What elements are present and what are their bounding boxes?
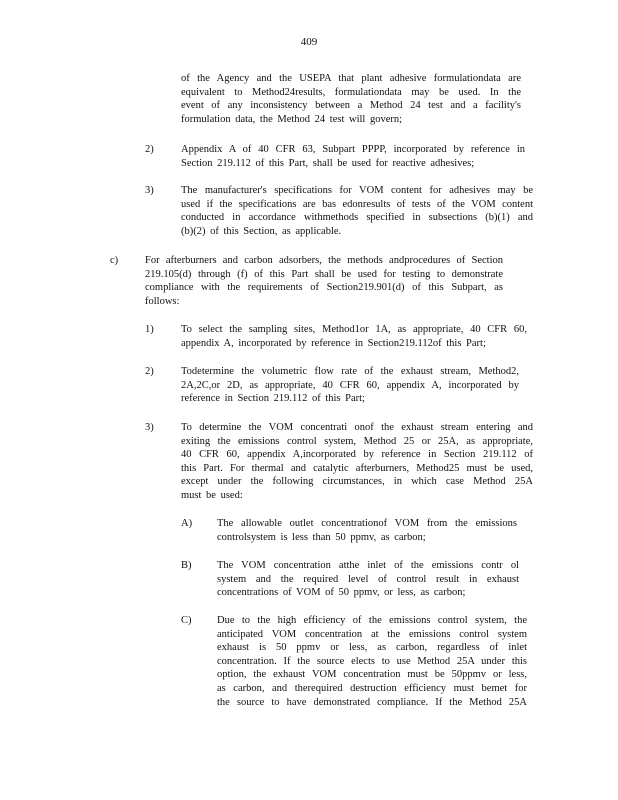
text-line: formulation data, the Method 24 test will govern;	[181, 113, 403, 125]
text-line: The manufacturer's specifications for VOM content for adhesives may be	[181, 185, 533, 196]
paragraph-text	[181, 365, 519, 406]
text-line: The VOM concentration atthe inlet of the emissions contr ol	[217, 560, 519, 571]
paragraph-label: A)	[181, 518, 193, 529]
paragraph-label: 1)	[145, 324, 154, 335]
text-line: anticipated VOM concentration at the emissions control system	[217, 628, 527, 640]
text-line: Appendix A of 40 CFR 63, Subpart PPPP, incorporated by reference in	[181, 144, 525, 155]
text-line: as carbon, and therequired destruction efficiency must bemet for	[217, 682, 527, 694]
text-line: appendix A, incorporated by reference in Section219.112of this Part;	[181, 337, 486, 349]
text-line: except under the following circumstances, in which case Method 25A	[181, 476, 533, 488]
text-line: concentration. If the source elects to use Method 25A under this	[217, 655, 527, 667]
text-line: conducted in accordance withmethods specified in subsections (b)(1) and	[181, 212, 533, 224]
paragraph-label: 2)	[145, 144, 154, 155]
text-line: must be used:	[181, 489, 243, 501]
text-line: The allowable outlet concentrationof VOM from the emissions	[217, 518, 517, 529]
paragraph-label: 3)	[145, 422, 154, 433]
text-line: 2A,2C,or 2D, as appropriate, 40 CFR 60, appendix A, incorporated by	[181, 379, 519, 391]
paragraph-text	[181, 323, 527, 350]
text-line: (b)(2) of this Section, as applicable.	[181, 225, 342, 237]
text-line: For afterburners and carbon adsorbers, the methods andprocedures of Section	[145, 255, 503, 266]
paragraph-text	[145, 254, 503, 308]
text-line: Todetermine the volumetric flow rate of the exhaust stream, Method2,	[181, 366, 519, 377]
text-line: exhaust is 50 ppmv or less, as carbon, regardless of inlet	[217, 642, 527, 654]
text-line: concentrations of VOM of 50 ppmv, or less, as carbon;	[217, 587, 466, 599]
paragraph-label: 3)	[145, 185, 154, 196]
paragraph-text	[217, 559, 519, 600]
text-line: option, the exhaust VOM concentration must be 50ppmv or less,	[217, 669, 527, 681]
paragraph-text	[217, 517, 517, 544]
paragraph-text	[181, 143, 525, 170]
text-line: exiting the emissions control system, Method 25 or 25A, as appropriate,	[181, 435, 533, 447]
text-line: To determine the VOM concentrati onof the exhaust stream entering and	[181, 422, 533, 433]
text-line: this Part. For thermal and catalytic afterburners, Method25 must be used,	[181, 462, 533, 474]
text-line: event of any inconsistency between a Method 24 test and a facility's	[181, 100, 521, 112]
text-line: Due to the high efficiency of the emissions control system, the	[217, 615, 527, 626]
text-line: used if the specifications are bas edonresults of tests of the VOM content	[181, 198, 533, 210]
text-line: follows:	[145, 295, 180, 307]
paragraph-text	[181, 72, 521, 126]
text-line: 40 CFR 60, appendix A,incorporated by reference in Section 219.112 of	[181, 449, 533, 461]
text-line: reference in Section 219.112 of this Part;	[181, 393, 365, 405]
text-line: To select the sampling sites, Method1or 1A, as appropriate, 40 CFR 60,	[181, 324, 527, 335]
page-number: 409	[300, 36, 318, 48]
text-line: the source to have demonstrated compliance. If the Method 25A	[217, 696, 527, 708]
paragraph-text	[181, 421, 533, 503]
text-line: equivalent to Method24results, formulationdata may be used. In the	[181, 86, 521, 98]
paragraph-label: C)	[181, 615, 192, 626]
text-line: system and the required level of control result in exhaust	[217, 573, 519, 585]
paragraph-text	[217, 614, 527, 709]
text-line: controlsystem is less than 50 ppmv, as carbon;	[217, 531, 426, 543]
paragraph-label: 2)	[145, 366, 154, 377]
paragraph-label: B)	[181, 560, 192, 571]
paragraph-text	[181, 184, 533, 238]
paragraph-label: c)	[110, 255, 119, 266]
text-line: of the Agency and the USEPA that plant adhesive formulationdata are	[181, 73, 521, 84]
text-line: compliance with the requirements of Section219.901(d) of this Subpart, as	[145, 282, 503, 294]
text-line: 219.105(d) through (f) of this Part shall be used for testing to demonstrate	[145, 268, 503, 280]
text-line: Section 219.112 of this Part, shall be used for reactive adhesives;	[181, 157, 475, 169]
